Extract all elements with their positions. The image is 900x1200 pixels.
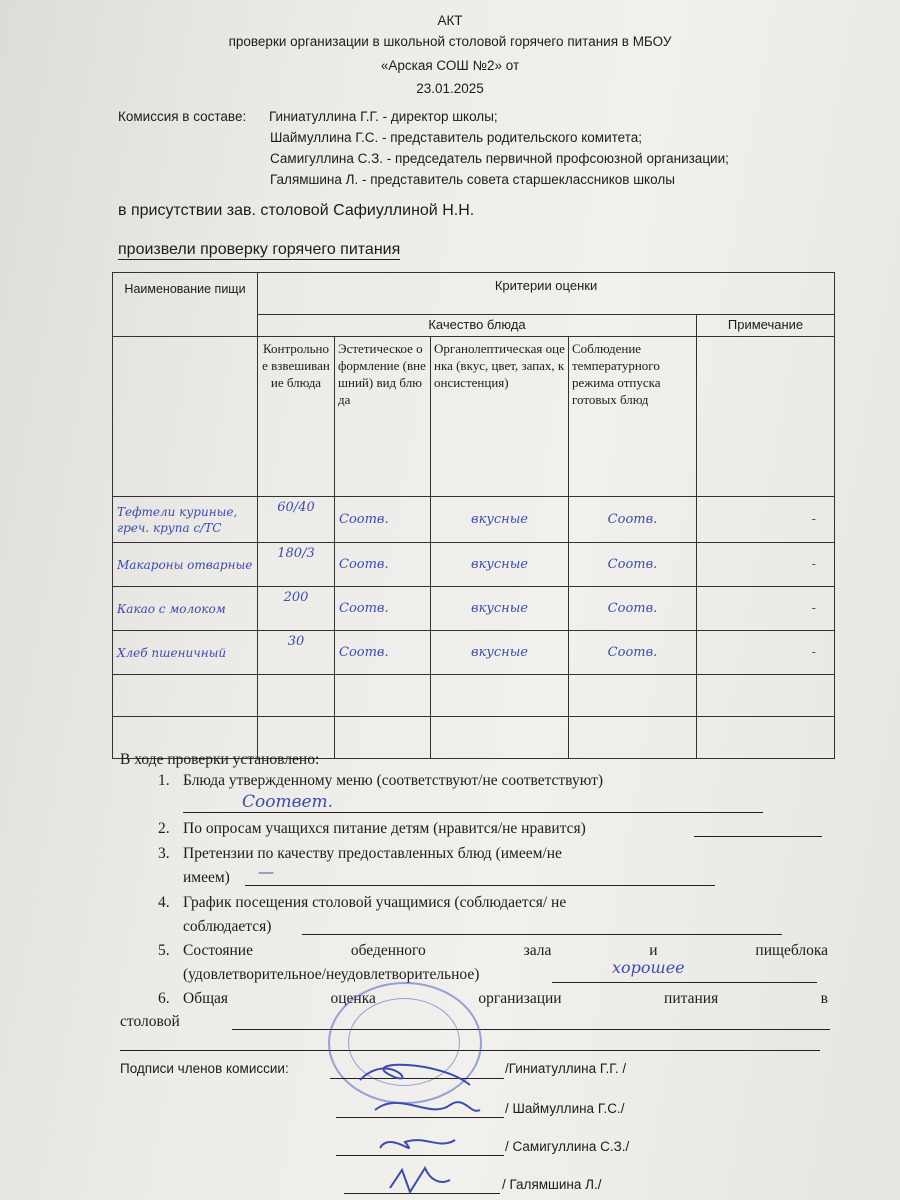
finding-text-4b: соблюдается) xyxy=(183,918,272,935)
empty-cell xyxy=(113,675,258,717)
header-dish-name: Наименование пищи xyxy=(113,273,258,337)
dish-note: - xyxy=(697,543,835,587)
doc-title: АКТ xyxy=(437,13,463,28)
finding-text-1: Блюда утвержденному меню (соответствуют/не соответствуют) xyxy=(183,772,604,789)
dish-aesthetic: Соотв. xyxy=(335,543,431,587)
doc-date: 23.01.2025 xyxy=(416,81,484,96)
finding-text-3: Претензии по качеству предоставленных блюд (имеем/не xyxy=(183,845,562,862)
dish-taste: вкусные xyxy=(431,631,569,675)
answer-line-3 xyxy=(245,885,715,886)
dish-taste: вкусные xyxy=(431,497,569,543)
dish-taste: вкусные xyxy=(431,543,569,587)
finding-number-3: 3. xyxy=(158,845,170,862)
finding-text-6b: столовой xyxy=(120,1013,180,1030)
dish-taste: вкусные xyxy=(431,587,569,631)
finding-number-6: 6. xyxy=(158,990,170,1007)
dish-weight: 30 xyxy=(258,631,335,675)
dish-note: - xyxy=(697,631,835,675)
empty-cell xyxy=(569,717,697,759)
header-organoleptic: Органолептическая оценка (вкус, цвет, запах, консистенция) xyxy=(431,337,569,497)
finding-text-5: Состояние обеденного зала и пищеблока xyxy=(183,942,828,959)
commission-member-1: Гиниатуллина Г.Г. - директор школы; xyxy=(269,109,498,124)
evaluation-table xyxy=(112,272,835,759)
empty-cell xyxy=(335,717,431,759)
commission-member-3: Самигуллина С.З. - председатель первичной профсоюзной организации; xyxy=(270,151,729,166)
dish-name: Хлеб пшеничный xyxy=(113,631,258,675)
dish-note: - xyxy=(697,587,835,631)
signature-name-4: / Галямшина Л./ xyxy=(502,1177,602,1192)
commission-member-2: Шаймуллина Г.С. - представитель родительского комитета; xyxy=(270,130,643,145)
finding-number-1: 1. xyxy=(158,772,170,789)
dish-temperature: Соотв. xyxy=(569,497,697,543)
finding-answer-5: хорошее xyxy=(612,958,685,977)
table-row xyxy=(113,587,835,631)
table-row xyxy=(113,675,835,717)
empty-cell xyxy=(697,717,835,759)
finding-number-2: 2. xyxy=(158,820,170,837)
dish-aesthetic: Соотв. xyxy=(335,497,431,543)
empty-cell xyxy=(697,675,835,717)
finding-text-5b: (удовлетворительное/неудовлетворительное) xyxy=(183,966,480,983)
header-aesthetic: Эстетическое оформление (внешний) вид блюда xyxy=(335,337,431,497)
header-quality: Качество блюда xyxy=(258,315,697,337)
doc-subtitle-1: проверки организации в школьной столовой горячего питания в МБОУ xyxy=(228,34,672,49)
header-blank xyxy=(113,337,258,497)
signature-name-3: / Самигуллина С.З./ xyxy=(505,1139,630,1154)
finding-number-4: 4. xyxy=(158,894,170,911)
dish-name: Какао с молоком xyxy=(113,587,258,631)
dish-weight: 200 xyxy=(258,587,335,631)
answer-line-6a xyxy=(232,1029,830,1030)
dish-weight: 60/40 xyxy=(258,497,335,543)
table-row xyxy=(113,543,835,587)
signature-name-2: / Шаймуллина Г.С./ xyxy=(505,1101,625,1116)
answer-line-5 xyxy=(552,982,817,983)
commission-member-4: Галямшина Л. - представитель совета старшеклассников школы xyxy=(270,172,675,187)
dish-temperature: Соотв. xyxy=(569,543,697,587)
table-row xyxy=(113,497,835,543)
finding-answer-3: — xyxy=(258,862,274,881)
signature-name-1: /Гиниатуллина Г.Г. / xyxy=(505,1061,627,1076)
answer-line-4 xyxy=(302,934,782,935)
presence-line: в присутствии зав. столовой Сафиуллиной Н.Н. xyxy=(118,202,475,219)
signature-scribbles xyxy=(330,1030,510,1200)
header-note-blank xyxy=(697,337,835,497)
finding-text-4: График посещения столовой учащимися (соблюдается/ не xyxy=(183,894,567,911)
empty-cell xyxy=(431,717,569,759)
doc-subtitle-2: «Арская СОШ №2» от xyxy=(380,58,520,73)
dish-note: - xyxy=(697,497,835,543)
dish-temperature: Соотв. xyxy=(569,631,697,675)
answer-line-1 xyxy=(183,812,763,813)
empty-cell xyxy=(569,675,697,717)
header-note: Примечание xyxy=(697,315,835,337)
finding-text-3b: имеем) xyxy=(183,869,230,886)
dish-name: Макароны отварные xyxy=(113,543,258,587)
signatures-label: Подписи членов комиссии: xyxy=(120,1061,289,1076)
commission-label: Комиссия в составе: xyxy=(118,109,247,124)
findings-intro: В ходе проверки установлено: xyxy=(120,751,320,768)
dish-temperature: Соотв. xyxy=(569,587,697,631)
header-temperature: Соблюдение температурного режима отпуска готовых блюд xyxy=(569,337,697,497)
header-weight: Контрольное взвешивание блюда xyxy=(258,337,335,497)
dish-aesthetic: Соотв. xyxy=(335,587,431,631)
answer-line-2 xyxy=(694,836,822,837)
empty-cell xyxy=(335,675,431,717)
empty-cell xyxy=(258,675,335,717)
finding-text-6: Общая оценка организации питания в xyxy=(183,990,828,1007)
dish-name: Тефтели куриные, греч. крупа с/ТС xyxy=(113,497,258,543)
action-line: произвели проверку горячего питания xyxy=(118,241,401,258)
finding-text-2: По опросам учащихся питание детям (нравится/не нравится) xyxy=(183,820,586,837)
finding-number-5: 5. xyxy=(158,942,170,959)
empty-cell xyxy=(431,675,569,717)
dish-aesthetic: Соотв. xyxy=(335,631,431,675)
dish-weight: 180/3 xyxy=(258,543,335,587)
header-criteria: Критерии оценки xyxy=(258,273,835,315)
table-row xyxy=(113,631,835,675)
finding-answer-1: Соответ. xyxy=(242,792,334,812)
